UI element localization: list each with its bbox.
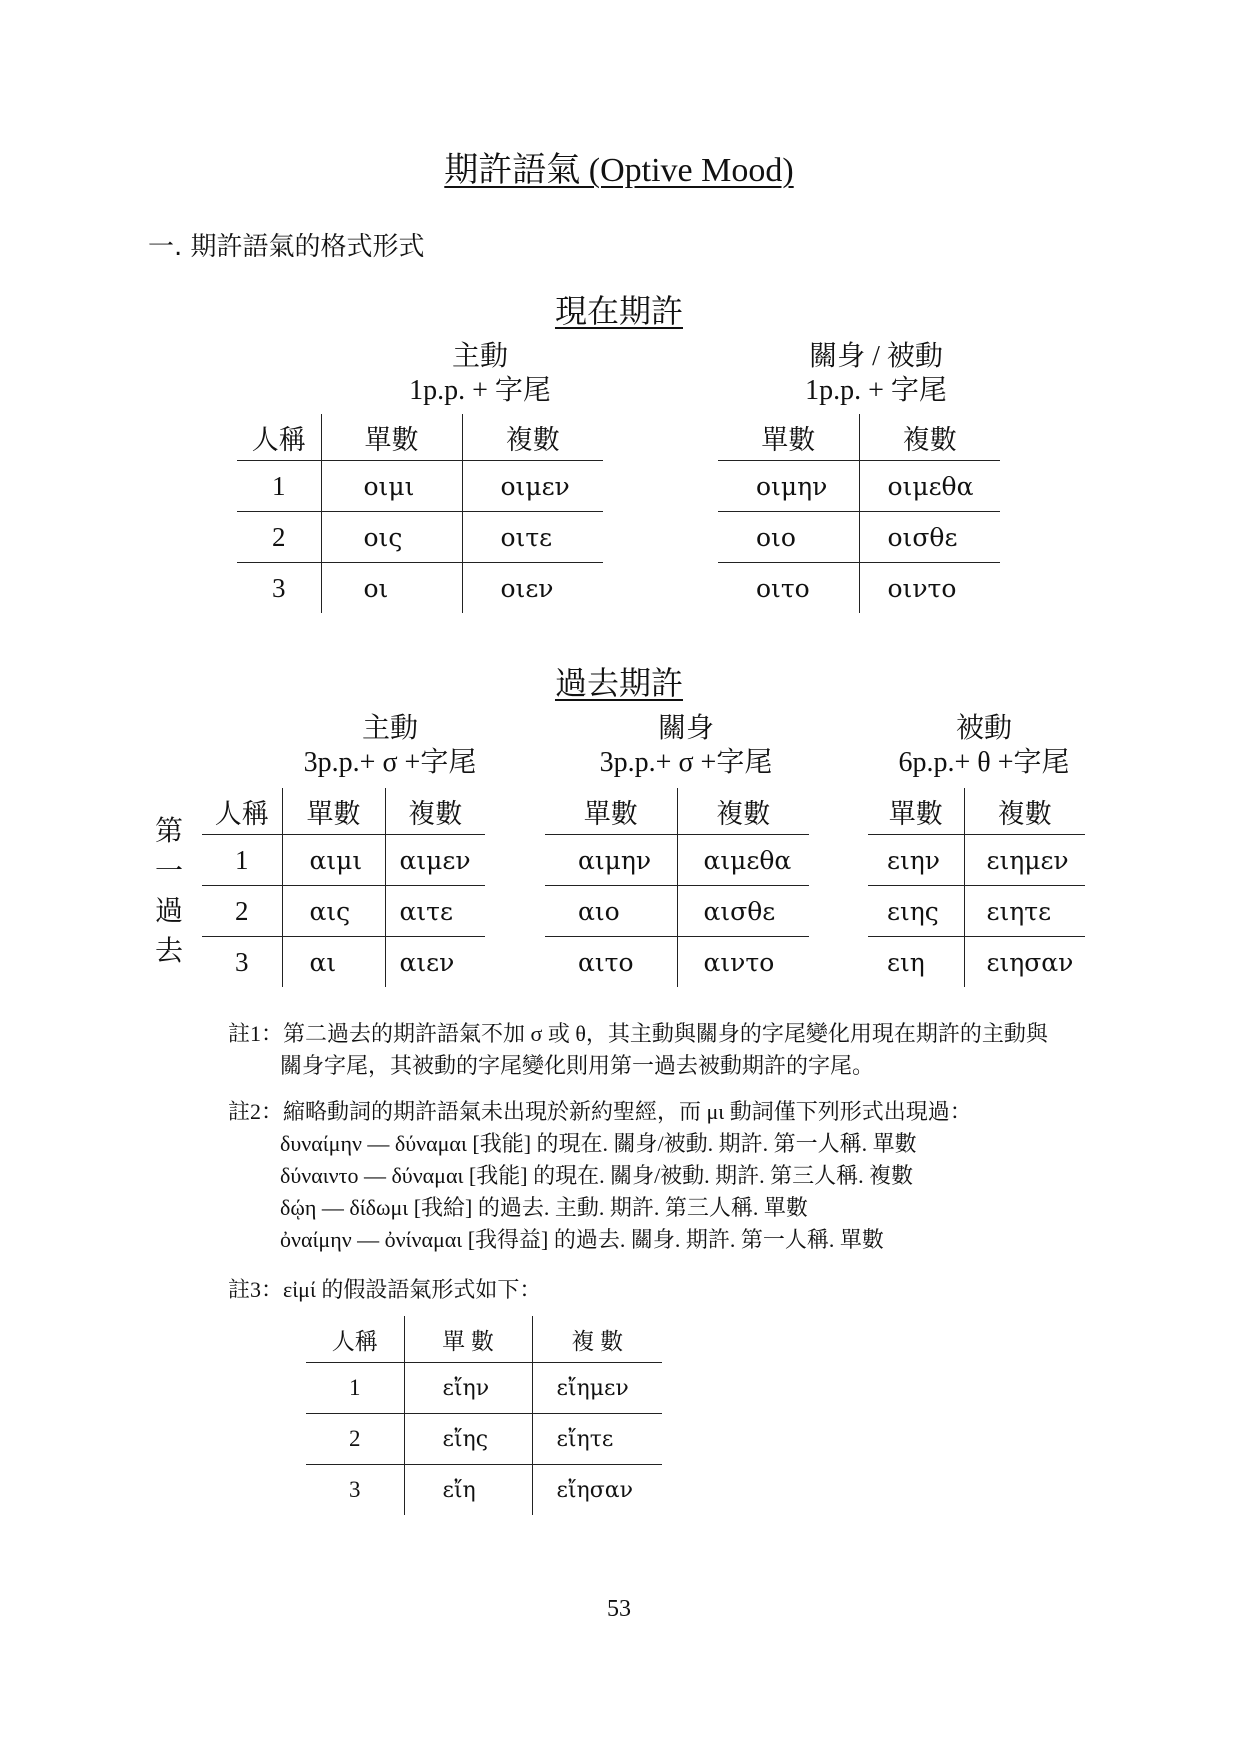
plural-cell: οιμεθα — [859, 461, 1000, 512]
present-active-table — [237, 414, 603, 613]
table-row — [868, 835, 1085, 886]
singular-cell: ειης — [868, 886, 964, 937]
note-3-label: 註3： — [228, 1277, 284, 1302]
person-cell: 2 — [306, 1414, 404, 1465]
header-plural: 複數 — [677, 788, 809, 835]
present-title-text: 現在期許 — [554, 293, 683, 329]
section-heading: 一. 期許語氣的格式形式 — [148, 232, 425, 262]
past-active-head — [270, 712, 510, 780]
note-1-line1: 第二過去的期許語氣不加 σ 或 θ，其主動與關身的字尾變化用現在期許的主動與 — [283, 1021, 1048, 1046]
present-mp-formula: 1p.p. + 字尾 — [805, 375, 947, 406]
plural-cell: ειητε — [964, 886, 1085, 937]
person-cell: 3 — [237, 563, 321, 614]
header-person: 人稱 — [251, 424, 306, 455]
table-row — [545, 937, 809, 988]
table-row — [718, 512, 1000, 563]
plural-cell: οιμεν — [462, 461, 603, 512]
singular-cell: εἴην — [404, 1363, 532, 1414]
present-active-formula: 1p.p. + 字尾 — [409, 375, 551, 406]
table-row — [868, 886, 1085, 937]
note-2-line: δῴη — δίδωμι [我給] 的過去. 主動. 期許. 第三人稱. 單數 — [280, 1195, 808, 1220]
plural-cell: αιεν — [385, 937, 485, 988]
note-1-line2: 關身字尾，其被動的字尾變化則用第一過去被動期許的字尾。 — [280, 1053, 875, 1078]
table-row — [237, 461, 603, 512]
past-active-label: 主動 — [361, 713, 418, 744]
person-cell: 2 — [237, 512, 321, 563]
past-active-formula: 3p.p.+ σ +字尾 — [303, 747, 477, 778]
page-title-text: 期許語氣 (Optive Mood) — [444, 152, 794, 189]
plural-cell: αιτε — [385, 886, 485, 937]
singular-cell: εἴη — [404, 1465, 532, 1516]
singular-cell: αιμι — [282, 835, 385, 886]
eimi-optative-table — [306, 1316, 662, 1515]
person-cell: 3 — [306, 1465, 404, 1516]
vertical-char: 去 — [154, 936, 183, 967]
header-person: 人稱 — [214, 798, 269, 829]
plural-cell: εἴητε — [532, 1414, 662, 1465]
singular-cell: οιο — [718, 512, 859, 563]
table-row — [868, 937, 1085, 988]
plural-cell: οιεν — [462, 563, 603, 614]
table-row — [202, 886, 485, 937]
plural-cell: ειημεν — [964, 835, 1085, 886]
past-middle-label: 關身 — [657, 713, 714, 744]
singular-cell: αις — [282, 886, 385, 937]
vertical-char: 第 — [154, 816, 183, 847]
singular-cell: αι — [282, 937, 385, 988]
vertical-char: 一 — [154, 856, 183, 887]
note-1-label: 註1： — [228, 1021, 284, 1046]
note-2-line: δυναίμην — δύναμαι [我能] 的現在. 關身/被動. 期許. 第一人稱. 單數 — [280, 1131, 917, 1156]
header-plural: 複 數 — [532, 1316, 662, 1363]
singular-cell: αιτο — [545, 937, 677, 988]
header-singular: 單 數 — [404, 1316, 532, 1363]
past-passive-label: 被動 — [955, 713, 1012, 744]
past-block-title — [0, 658, 1238, 704]
header-singular: 單數 — [761, 424, 816, 455]
singular-cell: οις — [321, 512, 462, 563]
past-middle-formula: 3p.p.+ σ +字尾 — [599, 747, 773, 778]
present-mp-table — [718, 414, 1000, 613]
singular-cell: οι — [321, 563, 462, 614]
singular-cell: αιο — [545, 886, 677, 937]
page-title — [0, 142, 1238, 191]
note-2-line: ὀναίμην — ὀνίναμαι [我得益] 的過去. 關身. 期許. 第一人稱. 單數 — [280, 1227, 884, 1252]
header-plural: 複數 — [964, 788, 1085, 835]
person-cell: 2 — [202, 886, 282, 937]
note-2-label: 註2： — [228, 1099, 284, 1124]
plural-cell: οιτε — [462, 512, 603, 563]
vertical-char: 過 — [154, 896, 183, 927]
plural-cell: εἴησαν — [532, 1465, 662, 1516]
header-person: 人稱 — [331, 1328, 378, 1354]
table-row — [545, 835, 809, 886]
note-2-intro: 縮略動詞的期許語氣未出現於新約聖經，而 μι 動詞僅下列形式出現過： — [283, 1099, 972, 1124]
past-passive-table — [868, 788, 1085, 987]
present-active-head — [350, 340, 610, 408]
present-block-title — [0, 286, 1238, 332]
first-aorist-vertical-label — [151, 812, 187, 972]
header-plural: 複數 — [859, 414, 1000, 461]
past-passive-formula: 6p.p.+ θ +字尾 — [898, 747, 1070, 778]
singular-cell: ειη — [868, 937, 964, 988]
plural-cell: οισθε — [859, 512, 1000, 563]
plural-cell: εἴημεν — [532, 1363, 662, 1414]
note-2-line: δύναιντο — δύναμαι [我能] 的現在. 關身/被動. 期許. 第三人稱. 複數 — [280, 1163, 914, 1188]
header-singular: 單數 — [888, 798, 943, 829]
table-row — [202, 835, 485, 886]
table-row — [306, 1363, 662, 1414]
past-active-table — [202, 788, 485, 987]
table-row — [718, 563, 1000, 614]
plural-cell: αιμεν — [385, 835, 485, 886]
singular-cell: οιμι — [321, 461, 462, 512]
present-active-label: 主動 — [451, 341, 508, 372]
past-passive-head — [864, 712, 1104, 780]
table-row — [545, 886, 809, 937]
table-row — [718, 461, 1000, 512]
header-plural: 複數 — [462, 414, 603, 461]
past-middle-head — [566, 712, 806, 780]
page-number: 53 — [607, 1596, 631, 1622]
note-1 — [228, 1018, 1128, 1082]
header-singular: 單數 — [321, 414, 462, 461]
table-row — [306, 1465, 662, 1516]
plural-cell: ειησαν — [964, 937, 1085, 988]
past-middle-table — [545, 788, 809, 987]
plural-cell: οιντο — [859, 563, 1000, 614]
table-row — [237, 563, 603, 614]
singular-cell: αιμην — [545, 835, 677, 886]
table-row — [306, 1414, 662, 1465]
table-row — [237, 512, 603, 563]
singular-cell: εἴης — [404, 1414, 532, 1465]
person-cell: 3 — [202, 937, 282, 988]
singular-cell: ειην — [868, 835, 964, 886]
person-cell: 1 — [202, 835, 282, 886]
singular-cell: οιτο — [718, 563, 859, 614]
person-cell: 1 — [306, 1363, 404, 1414]
note-2 — [228, 1096, 1128, 1256]
present-mp-head — [746, 340, 1006, 408]
singular-cell: οιμην — [718, 461, 859, 512]
header-singular: 單數 — [583, 798, 638, 829]
plural-cell: αιντο — [677, 937, 809, 988]
note-3-intro: εἰμί 的假設語氣形式如下： — [283, 1277, 542, 1302]
note-3 — [228, 1274, 1128, 1306]
present-mp-label: 關身 / 被動 — [809, 341, 943, 372]
past-title-text: 過去期許 — [554, 665, 683, 701]
plural-cell: αισθε — [677, 886, 809, 937]
header-singular: 單數 — [282, 788, 385, 835]
table-row — [202, 937, 485, 988]
person-cell: 1 — [237, 461, 321, 512]
plural-cell: αιμεθα — [677, 835, 809, 886]
header-plural: 複數 — [385, 788, 485, 835]
